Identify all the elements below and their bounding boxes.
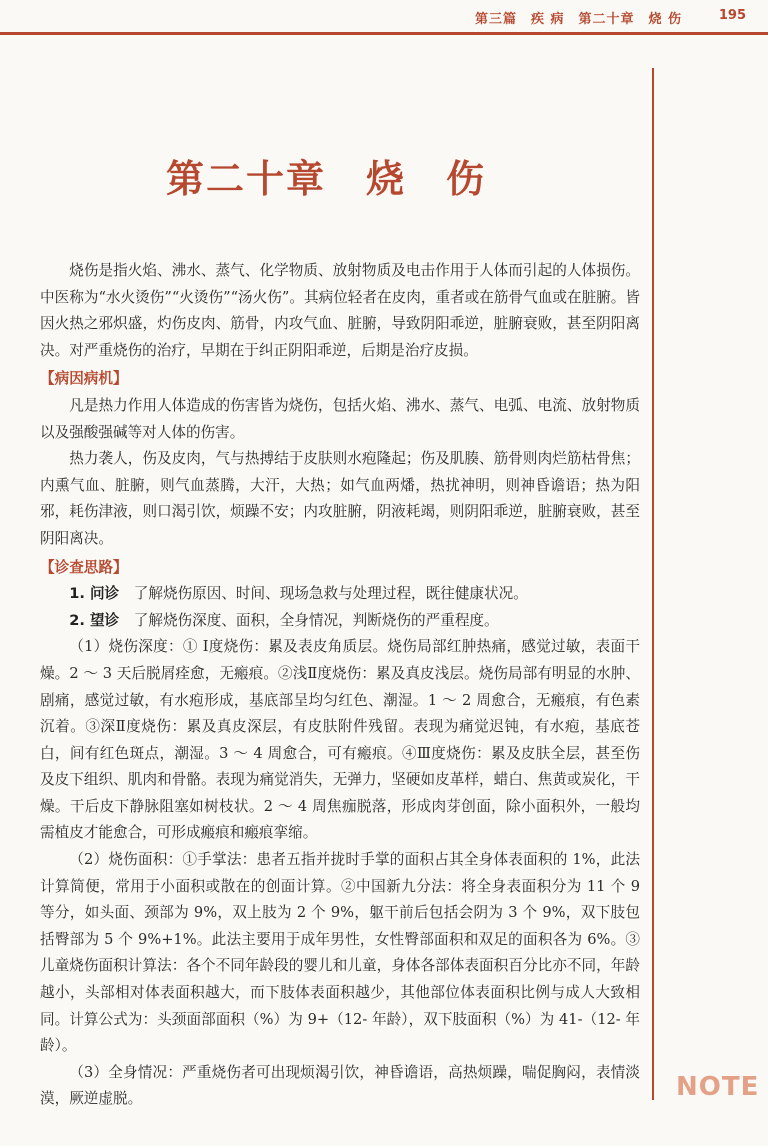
section-heading-diagnosis: 【诊查思路】 [40,558,128,576]
etiology-paragraph-2: 热力袭人，伤及皮肉，气与热搏结于皮肤则水疱隆起；伤及肌腠、筋骨则肉烂筋枯骨焦；内熏气血、脏腑，则气血蒸腾，大汗，大热；如气血两燔，热扰神明，则神昏谵语；热为阳邪，耗伤津液，则口渴引饮，烦躁不安；内攻脏腑，阴液耗竭，则阴阳乖逆，脏腑衰败，甚至阴阳离决。 [40,450,640,547]
inspection-text: 了解烧伤深度、面积，全身情况，判断烧伤的严重程度。 [133,611,499,629]
inquiry-item [40,581,640,608]
note-badge: NOTE [676,1072,760,1102]
burn-area-paragraph: （2）烧伤面积：①手掌法：患者五指并拢时手掌的面积占其全身体表面积的 1%，此法计算简便，常用于小面积或散在的创面计算。②中国新九分法：将全身表面积分为 11 个 9 等分，如头面、颈部为 9%，双上肢为 2 个 9%，躯干前后包括会阴为 3 个 9%，双下肢包括臀部为 5 个 9%+1%。此法主要用于成年男性，女性臀部面积和双足的面积各为 6%。③儿童烧伤面积计算法：各个不同年龄段的婴儿和儿童，身体各部体表面积百分比亦不同，年龄越小，头部相对体表面积越大，而下肢体表面积越少，其他部位体表面积比例与成人大致相同。计算公式为：头颈面部面积（%）为 9+（12- 年龄），双下肢面积（%）为 41-（12- 年龄）。 [40,851,640,1055]
intro-paragraph: 烧伤是指火焰、沸水、蒸气、化学物质、放射物质及电击作用于人体而引起的人体损伤。中医称为“水火烫伤”“火烫伤”“汤火伤”。其病位轻者在皮肉，重者或在筋骨气血或在脏腑。皆因火热之邪炽盛，灼伤皮肉、筋骨，内攻气血、脏腑，导致阴阳乖逆，脏腑衰败，甚至阴阳离决。对严重烧伤的治疗，早期在于纠正阴阳乖逆，后期是治疗皮损。 [40,262,640,359]
inquiry-label: 1. 问诊 [69,585,120,603]
margin-rule [652,68,654,1100]
etiology-paragraph-1: 凡是热力作用人体造成的伤害皆为烧伤，包括火焰、沸水、蒸气、电弧、电流、放射物质以及强酸强碱等对人体的伤害。 [40,396,640,441]
page-number: 195 [718,8,746,23]
section-heading-etiology: 【病因病机】 [40,370,128,388]
inspection-item [40,608,640,635]
inquiry-text: 了解烧伤原因、时间、现场急救与处理过程，既往健康状况。 [133,585,528,603]
inspection-label: 2. 望诊 [69,611,120,629]
general-condition-paragraph: （3）全身情况：严重烧伤者可出现烦渴引饮，神昏谵语，高热烦躁，喘促胸闷，表情淡漠，厥逆虚脱。 [40,1063,640,1108]
chapter-title: 第二十章 烧 伤 [165,157,486,201]
body-text [40,258,640,1113]
header-rule [0,32,768,35]
burn-depth-paragraph: （1）烧伤深度：① Ⅰ度烧伤：累及表皮角质层。烧伤局部红肿热痛，感觉过敏，表面干燥。2 ～ 3 天后脱屑痊愈，无瘢痕。②浅Ⅱ度烧伤：累及真皮浅层。烧伤局部有明显的水肿、剧痛，感觉过敏，有水疱形成，基底部呈均匀红色、潮湿。1 ～ 2 周愈合，无瘢痕，有色素沉着。③深Ⅱ度烧伤：累及真皮深层，有皮肤附件残留。表现为痛觉迟钝，有水疱，基底苍白，间有红色斑点，潮湿。3 ～ 4 周愈合，可有瘢痕。④Ⅲ度烧伤：累及皮肤全层，甚至伤及皮下组织、肌肉和骨骼。表现为痛觉消失，无弹力，坚硬如皮革样，蜡白、焦黄或炭化，干燥。干后皮下静脉阻塞如树枝状。2 ～ 4 周焦痂脱落，形成肉芽创面，除小面积外，一般均需植皮才能愈合，可形成瘢痕和瘢痕挛缩。 [40,638,640,842]
running-header [0,0,768,34]
running-title: 第三篇 疾 病 第二十章 烧 伤 [474,12,682,27]
